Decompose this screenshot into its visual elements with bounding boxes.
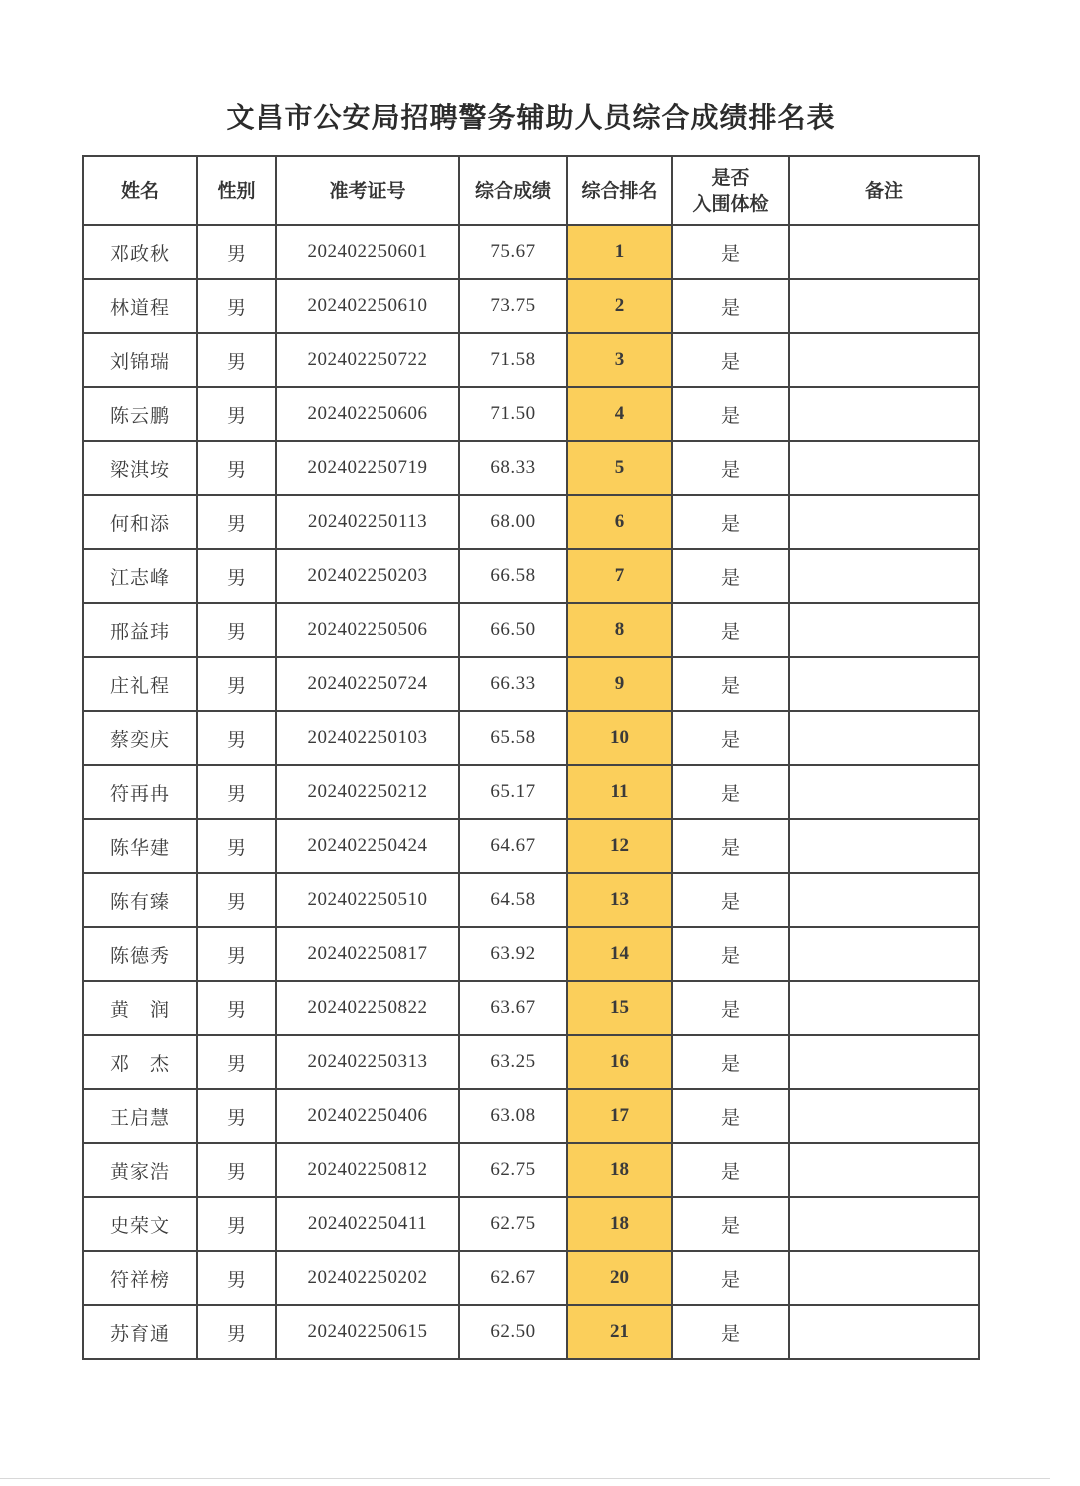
cell-composite-score: 68.33 (459, 441, 567, 495)
table-row (83, 603, 979, 657)
cell-physical-exam: 是 (672, 1035, 789, 1089)
cell-physical-exam: 是 (672, 1305, 789, 1359)
cell-remark (789, 333, 979, 387)
cell-exam-number: 202402250506 (276, 603, 459, 657)
cell-gender: 男 (197, 387, 276, 441)
cell-composite-rank: 11 (567, 765, 672, 819)
cell-composite-score: 64.58 (459, 873, 567, 927)
cell-gender: 男 (197, 873, 276, 927)
table-row (83, 387, 979, 441)
cell-remark (789, 603, 979, 657)
header-physical-exam (672, 156, 789, 225)
table-row (83, 225, 979, 279)
table-row (83, 711, 979, 765)
cell-physical-exam: 是 (672, 1143, 789, 1197)
cell-gender: 男 (197, 1305, 276, 1359)
cell-remark (789, 495, 979, 549)
cell-composite-score: 68.00 (459, 495, 567, 549)
table-row (83, 1143, 979, 1197)
cell-composite-rank: 5 (567, 441, 672, 495)
cell-composite-score: 71.50 (459, 387, 567, 441)
cell-composite-rank: 21 (567, 1305, 672, 1359)
cell-remark (789, 711, 979, 765)
cell-exam-number: 202402250103 (276, 711, 459, 765)
cell-composite-score: 62.67 (459, 1251, 567, 1305)
ranking-table (82, 155, 980, 1360)
cell-composite-score: 66.33 (459, 657, 567, 711)
table-row (83, 441, 979, 495)
cell-physical-exam: 是 (672, 1197, 789, 1251)
cell-exam-number: 202402250610 (276, 279, 459, 333)
cell-remark (789, 657, 979, 711)
cell-gender: 男 (197, 765, 276, 819)
cell-remark (789, 1143, 979, 1197)
table-row (83, 495, 979, 549)
cell-composite-rank: 9 (567, 657, 672, 711)
cell-composite-score: 64.67 (459, 819, 567, 873)
cell-name: 苏育通 (83, 1305, 197, 1359)
table-row (83, 981, 979, 1035)
table-row (83, 1197, 979, 1251)
header-row (83, 156, 979, 225)
cell-physical-exam: 是 (672, 549, 789, 603)
cell-exam-number: 202402250606 (276, 387, 459, 441)
cell-composite-score: 62.50 (459, 1305, 567, 1359)
cell-remark (789, 1251, 979, 1305)
cell-exam-number: 202402250212 (276, 765, 459, 819)
table-row (83, 765, 979, 819)
cell-name: 陈有臻 (83, 873, 197, 927)
cell-physical-exam: 是 (672, 765, 789, 819)
cell-gender: 男 (197, 441, 276, 495)
table-row (83, 819, 979, 873)
cell-physical-exam: 是 (672, 981, 789, 1035)
cell-name: 邢益玮 (83, 603, 197, 657)
cell-exam-number: 202402250510 (276, 873, 459, 927)
cell-exam-number: 202402250203 (276, 549, 459, 603)
cell-name: 邓 杰 (83, 1035, 197, 1089)
cell-exam-number: 202402250601 (276, 225, 459, 279)
cell-exam-number: 202402250822 (276, 981, 459, 1035)
cell-gender: 男 (197, 1089, 276, 1143)
cell-composite-rank: 3 (567, 333, 672, 387)
cell-gender: 男 (197, 981, 276, 1035)
table-row (83, 1251, 979, 1305)
page-title: 文昌市公安局招聘警务辅助人员综合成绩排名表 (226, 101, 836, 134)
cell-exam-number: 202402250202 (276, 1251, 459, 1305)
cell-exam-number: 202402250411 (276, 1197, 459, 1251)
cell-exam-number: 202402250406 (276, 1089, 459, 1143)
cell-remark (789, 441, 979, 495)
cell-physical-exam: 是 (672, 1251, 789, 1305)
cell-remark (789, 819, 979, 873)
cell-remark (789, 549, 979, 603)
cell-remark (789, 1197, 979, 1251)
cell-gender: 男 (197, 819, 276, 873)
cell-composite-score: 66.58 (459, 549, 567, 603)
cell-exam-number: 202402250724 (276, 657, 459, 711)
table-row (83, 1305, 979, 1359)
header-physical-exam-line2: 入围体检 (692, 192, 769, 215)
cell-composite-rank: 15 (567, 981, 672, 1035)
cell-remark (789, 1305, 979, 1359)
cell-composite-score: 62.75 (459, 1143, 567, 1197)
table-row (83, 873, 979, 927)
cell-exam-number: 202402250615 (276, 1305, 459, 1359)
cell-gender: 男 (197, 279, 276, 333)
table-row (83, 279, 979, 333)
cell-name: 刘锦瑞 (83, 333, 197, 387)
cell-exam-number: 202402250113 (276, 495, 459, 549)
cell-composite-rank: 16 (567, 1035, 672, 1089)
cell-physical-exam: 是 (672, 279, 789, 333)
header-composite-rank: 综合排名 (567, 156, 672, 225)
cell-exam-number: 202402250313 (276, 1035, 459, 1089)
cell-remark (789, 279, 979, 333)
cell-physical-exam: 是 (672, 441, 789, 495)
cell-composite-rank: 17 (567, 1089, 672, 1143)
table-body (83, 225, 979, 1359)
cell-remark (789, 387, 979, 441)
cell-name: 陈云鹏 (83, 387, 197, 441)
cell-composite-rank: 18 (567, 1197, 672, 1251)
cell-composite-rank: 14 (567, 927, 672, 981)
cell-name: 梁淇垵 (83, 441, 197, 495)
cell-composite-rank: 6 (567, 495, 672, 549)
table-row (83, 333, 979, 387)
header-remark: 备注 (789, 156, 979, 225)
cell-gender: 男 (197, 603, 276, 657)
cell-name: 王启慧 (83, 1089, 197, 1143)
table-row (83, 1035, 979, 1089)
cell-physical-exam: 是 (672, 225, 789, 279)
cell-composite-score: 63.25 (459, 1035, 567, 1089)
cell-name: 史荣文 (83, 1197, 197, 1251)
cell-gender: 男 (197, 711, 276, 765)
cell-composite-rank: 20 (567, 1251, 672, 1305)
cell-physical-exam: 是 (672, 387, 789, 441)
cell-gender: 男 (197, 549, 276, 603)
cell-composite-rank: 10 (567, 711, 672, 765)
cell-composite-score: 71.58 (459, 333, 567, 387)
cell-remark (789, 1035, 979, 1089)
cell-name: 何和添 (83, 495, 197, 549)
cell-gender: 男 (197, 333, 276, 387)
header-composite-score: 综合成绩 (459, 156, 567, 225)
cell-gender: 男 (197, 927, 276, 981)
table-row (83, 657, 979, 711)
cell-name: 庄礼程 (83, 657, 197, 711)
cell-name: 陈华建 (83, 819, 197, 873)
cell-name: 林道程 (83, 279, 197, 333)
cell-physical-exam: 是 (672, 603, 789, 657)
cell-name: 黄家浩 (83, 1143, 197, 1197)
cell-name: 符祥榜 (83, 1251, 197, 1305)
cell-physical-exam: 是 (672, 927, 789, 981)
cell-gender: 男 (197, 1197, 276, 1251)
cell-composite-score: 63.92 (459, 927, 567, 981)
table-row (83, 549, 979, 603)
header-gender: 性别 (197, 156, 276, 225)
cell-composite-rank: 8 (567, 603, 672, 657)
cell-gender: 男 (197, 495, 276, 549)
cell-physical-exam: 是 (672, 819, 789, 873)
cell-exam-number: 202402250424 (276, 819, 459, 873)
cell-gender: 男 (197, 1035, 276, 1089)
cell-composite-rank: 1 (567, 225, 672, 279)
cell-composite-score: 63.67 (459, 981, 567, 1035)
cell-composite-score: 65.58 (459, 711, 567, 765)
cell-exam-number: 202402250719 (276, 441, 459, 495)
cell-physical-exam: 是 (672, 333, 789, 387)
table-row (83, 927, 979, 981)
cell-composite-score: 66.50 (459, 603, 567, 657)
cell-remark (789, 927, 979, 981)
table-header (83, 156, 979, 225)
cell-composite-rank: 12 (567, 819, 672, 873)
cell-name: 邓政秋 (83, 225, 197, 279)
page-bottom-divider (0, 1478, 1050, 1479)
cell-exam-number: 202402250812 (276, 1143, 459, 1197)
cell-composite-rank: 13 (567, 873, 672, 927)
cell-name: 蔡奕庆 (83, 711, 197, 765)
cell-remark (789, 225, 979, 279)
cell-gender: 男 (197, 225, 276, 279)
cell-name: 江志峰 (83, 549, 197, 603)
cell-name: 陈德秀 (83, 927, 197, 981)
cell-exam-number: 202402250817 (276, 927, 459, 981)
header-exam-number: 准考证号 (276, 156, 459, 225)
header-physical-exam-line1: 是否 (711, 166, 750, 189)
cell-physical-exam: 是 (672, 873, 789, 927)
cell-physical-exam: 是 (672, 657, 789, 711)
cell-composite-rank: 18 (567, 1143, 672, 1197)
table-row (83, 1089, 979, 1143)
cell-composite-rank: 2 (567, 279, 672, 333)
header-name: 姓名 (83, 156, 197, 225)
cell-gender: 男 (197, 1251, 276, 1305)
cell-remark (789, 873, 979, 927)
cell-name: 符再冉 (83, 765, 197, 819)
cell-composite-score: 73.75 (459, 279, 567, 333)
cell-remark (789, 765, 979, 819)
cell-physical-exam: 是 (672, 1089, 789, 1143)
cell-remark (789, 1089, 979, 1143)
cell-physical-exam: 是 (672, 711, 789, 765)
cell-physical-exam: 是 (672, 495, 789, 549)
cell-name: 黄 润 (83, 981, 197, 1035)
cell-composite-rank: 4 (567, 387, 672, 441)
cell-composite-score: 75.67 (459, 225, 567, 279)
cell-composite-score: 65.17 (459, 765, 567, 819)
cell-remark (789, 981, 979, 1035)
cell-composite-score: 62.75 (459, 1197, 567, 1251)
cell-exam-number: 202402250722 (276, 333, 459, 387)
cell-composite-score: 63.08 (459, 1089, 567, 1143)
cell-gender: 男 (197, 657, 276, 711)
cell-gender: 男 (197, 1143, 276, 1197)
cell-composite-rank: 7 (567, 549, 672, 603)
